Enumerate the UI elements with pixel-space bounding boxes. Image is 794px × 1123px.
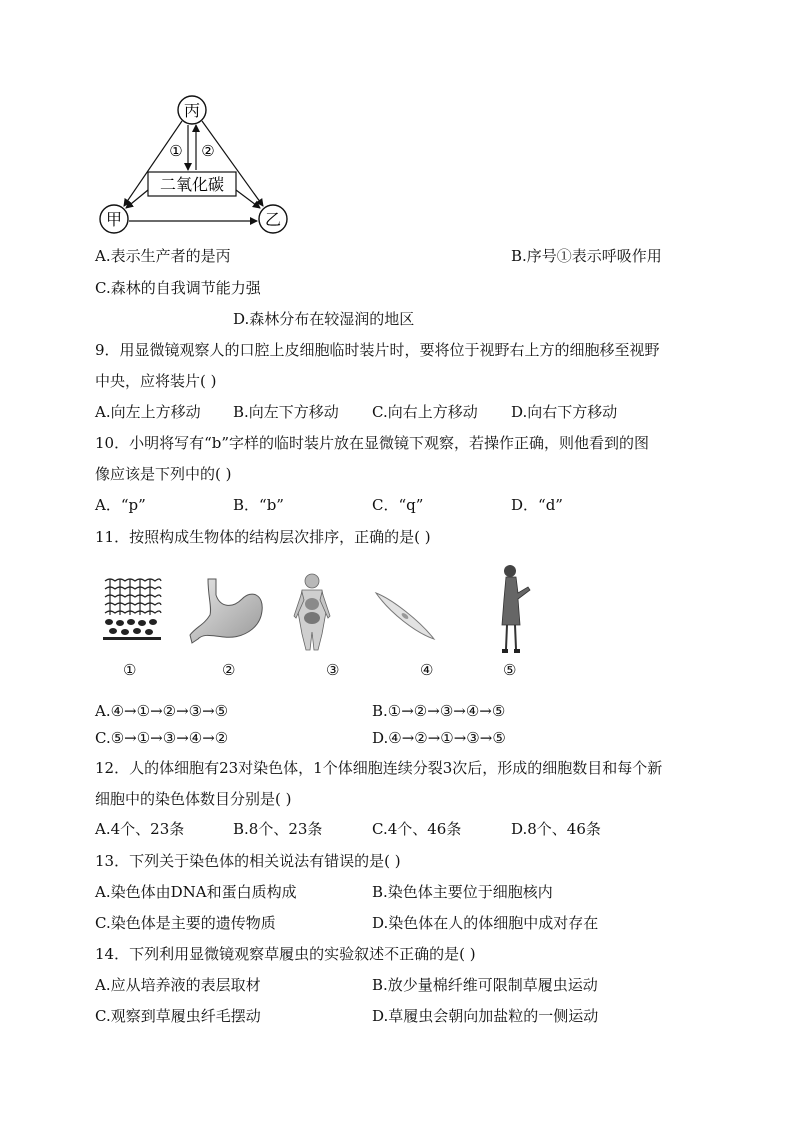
human-body-image xyxy=(290,572,334,652)
q11-label-1: ① xyxy=(123,661,137,679)
q8-option-d: D.森林分布在较湿润的地区 xyxy=(233,310,415,328)
q12-option-b: B.8个、23条 xyxy=(233,820,323,838)
q13-option-d: D.染色体在人的体细胞中成对存在 xyxy=(372,914,599,932)
node-top-label: 丙 xyxy=(183,101,201,120)
q9-option-c: C.向右上方移动 xyxy=(372,403,478,421)
person-image xyxy=(498,563,534,655)
q11-option-a: A.④→①→②→③→⑤ xyxy=(95,702,229,720)
q9-stem-line2: 中央，应将装片( ) xyxy=(95,372,217,390)
q11-label-5: ⑤ xyxy=(503,661,517,679)
q14-option-c: C.观察到草履虫纤毛摆动 xyxy=(95,1007,261,1025)
q13-option-c: C.染色体是主要的遗传物质 xyxy=(95,914,276,932)
q12-stem-line1: 12．人的体细胞有23对染色体，1个体细胞连续分裂3次后，形成的细胞数目和每个新 xyxy=(95,759,663,777)
arrow-2-label: ② xyxy=(201,142,215,160)
q12-stem-line2: 细胞中的染色体数目分别是( ) xyxy=(95,790,292,808)
cell-image xyxy=(372,587,438,643)
q13-option-b: B.染色体主要位于细胞核内 xyxy=(372,883,553,901)
q11-label-4: ④ xyxy=(420,661,434,679)
q12-option-a: A.4个、23条 xyxy=(95,820,185,838)
q11-option-b: B.①→②→③→④→⑤ xyxy=(372,702,506,720)
arrow-box-right xyxy=(236,190,260,208)
q9-stem-line1: 9．用显微镜观察人的口腔上皮细胞临时装片时，要将位于视野右上方的细胞移至视野 xyxy=(95,341,660,359)
node-left-label: 甲 xyxy=(105,210,123,229)
q10-stem-line2: 像应该是下列中的( ) xyxy=(95,465,232,483)
q10-option-a: A．“p” xyxy=(95,496,146,514)
q11-option-c: C.⑤→①→③→④→② xyxy=(95,729,229,747)
q9-option-b: B.向左下方移动 xyxy=(233,403,339,421)
q12-option-d: D.8个、46条 xyxy=(511,820,601,838)
q8-option-c: C.森林的自我调节能力强 xyxy=(95,279,261,297)
q10-option-c: C．“q” xyxy=(372,496,424,514)
q13-stem: 13．下列关于染色体的相关说法有错误的是( ) xyxy=(95,852,401,870)
q9-option-d: D.向右下方移动 xyxy=(511,403,618,421)
q8-option-a: A.表示生产者的是丙 xyxy=(95,247,231,265)
q8-option-b: B.序号①表示呼吸作用 xyxy=(511,247,662,265)
arrow-1-label: ① xyxy=(169,142,183,160)
node-right-label: 乙 xyxy=(264,210,282,229)
q14-option-b: B.放少量棉纤维可限制草履虫运动 xyxy=(372,976,598,994)
co2-box-label: 二氧化碳 xyxy=(159,175,225,194)
q9-option-a: A.向左上方移动 xyxy=(95,403,201,421)
q14-stem: 14．下列利用显微镜观察草履虫的实验叙述不正确的是( ) xyxy=(95,945,476,963)
q13-option-a: A.染色体由DNA和蛋白质构成 xyxy=(95,883,297,901)
q11-option-d: D.④→②→①→③→⑤ xyxy=(372,729,506,747)
q11-label-3: ③ xyxy=(326,661,340,679)
stomach-image xyxy=(188,577,264,645)
q11-stem: 11．按照构成生物体的结构层次排序，正确的是( ) xyxy=(95,528,431,546)
q14-option-a: A.应从培养液的表层取材 xyxy=(95,976,261,994)
q12-option-c: C.4个、46条 xyxy=(372,820,462,838)
q10-option-b: B．“b” xyxy=(233,496,284,514)
q10-option-d: D．“d” xyxy=(511,496,563,514)
q14-option-d: D.草履虫会朝向加盐粒的一侧运动 xyxy=(372,1007,599,1025)
tissue-image xyxy=(103,577,163,641)
q11-label-2: ② xyxy=(222,661,236,679)
q10-stem-line1: 10．小明将写有“b”字样的临时装片放在显微镜下观察，若操作正确，则他看到的图 xyxy=(95,434,650,452)
carbon-cycle-diagram xyxy=(90,92,310,242)
